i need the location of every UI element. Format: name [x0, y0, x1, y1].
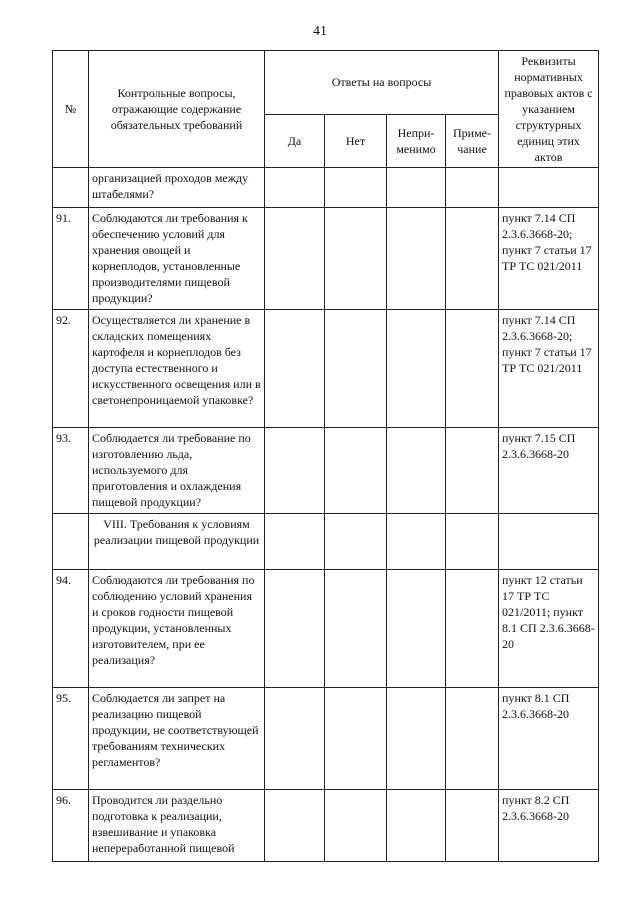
answer-note-cell: [446, 688, 499, 790]
answer-no-cell: [325, 790, 387, 862]
table-row: [53, 570, 599, 688]
header-answers: Ответы на вопросы: [265, 51, 499, 115]
table-row: [53, 428, 599, 514]
answer-no-cell: [325, 570, 387, 688]
answer-yes-cell: [265, 688, 325, 790]
answer-yes-cell: [265, 570, 325, 688]
answer-yes-cell: [265, 790, 325, 862]
table-row: [53, 790, 599, 862]
answer-no-cell: [325, 428, 387, 514]
table-row: [53, 168, 599, 208]
row-question: организацией проходов между штабелями?: [89, 168, 265, 208]
answer-yes-cell: [265, 208, 325, 310]
header-requisites: Реквизиты нормативных правовых актов с указанием структурных единиц этих актов: [499, 51, 599, 168]
answer-note-cell: [446, 310, 499, 428]
answer-na-cell: [387, 208, 446, 310]
answer-note-cell: [446, 208, 499, 310]
row-question: Соблюдаются ли требования к обеспечению условий для хранения овощей и корнеплодов, установленные производителями пищевой продукции?: [89, 208, 265, 310]
row-num: [53, 168, 89, 208]
table-row: [53, 688, 599, 790]
answer-note-cell: [446, 790, 499, 862]
table-row: [53, 208, 599, 310]
row-question: Проводится ли раздельно подготовка к реализации, взвешивание и упаковка непереработанной пищевой: [89, 790, 265, 862]
row-num: 96.: [53, 790, 89, 862]
answer-no-cell: [325, 168, 387, 208]
page-number: 41: [313, 24, 327, 39]
row-num: 95.: [53, 688, 89, 790]
answer-yes-cell: [265, 310, 325, 428]
answer-na-cell: [387, 428, 446, 514]
answer-no-cell: [325, 310, 387, 428]
row-question: Осуществляется ли хранение в складских помещениях картофеля и корнеплодов без доступа естественного и искусственного освещения или в светонепроницаемой упаковке?: [89, 310, 265, 428]
row-num: 92.: [53, 310, 89, 428]
row-question: Соблюдается ли запрет на реализацию пищевой продукции, не соответствующей требованиям технических регламентов?: [89, 688, 265, 790]
row-num: 93.: [53, 428, 89, 514]
row-num: 94.: [53, 570, 89, 688]
answer-note-cell: [446, 570, 499, 688]
row-requisites: [499, 168, 599, 208]
row-num: 91.: [53, 208, 89, 310]
answer-yes-cell: [265, 428, 325, 514]
answer-na-cell: [387, 570, 446, 688]
header-num: №: [53, 51, 89, 168]
row-question: Соблюдаются ли требования по соблюдению условий хранения и сроков годности пищевой продукции, установленных изготовителем, при ее реализация?: [89, 570, 265, 688]
answer-na-cell: [387, 688, 446, 790]
answer-note-cell: [446, 168, 499, 208]
answer-na-cell: [387, 790, 446, 862]
section-title: VIII. Требования к условиям реализации пищевой продукции: [89, 514, 265, 570]
header-questions: Контрольные вопросы, отражающие содержание обязательных требований: [89, 51, 265, 168]
row-requisites: пункт 7.14 СП 2.3.6.3668-20; пункт 7 статьи 17 ТР ТС 021/2011: [499, 310, 599, 428]
row-requisites: пункт 7.15 СП 2.3.6.3668-20: [499, 428, 599, 514]
row-question: Соблюдается ли требование по изготовлению льда, используемого для приготовления и охлаждения пищевой продукции?: [89, 428, 265, 514]
row-requisites: пункт 12 статьи 17 ТР ТС 021/2011; пункт 8.1 СП 2.3.6.3668-20: [499, 570, 599, 688]
row-requisites: пункт 8.1 СП 2.3.6.3668-20: [499, 688, 599, 790]
answer-no-cell: [325, 208, 387, 310]
checklist-table: [52, 50, 599, 862]
row-requisites: пункт 7.14 СП 2.3.6.3668-20; пункт 7 статьи 17 ТР ТС 021/2011: [499, 208, 599, 310]
header-no: Нет: [325, 114, 387, 167]
answer-na-cell: [387, 168, 446, 208]
row-requisites: пункт 8.2 СП 2.3.6.3668-20: [499, 790, 599, 862]
header-note: Приме- чание: [446, 114, 499, 167]
table-row: [53, 310, 599, 428]
section-row: [53, 514, 599, 570]
header-yes: Да: [265, 114, 325, 167]
answer-no-cell: [325, 688, 387, 790]
answer-note-cell: [446, 428, 499, 514]
answer-na-cell: [387, 310, 446, 428]
header-not-applicable: Непри- менимо: [387, 114, 446, 167]
answer-yes-cell: [265, 168, 325, 208]
